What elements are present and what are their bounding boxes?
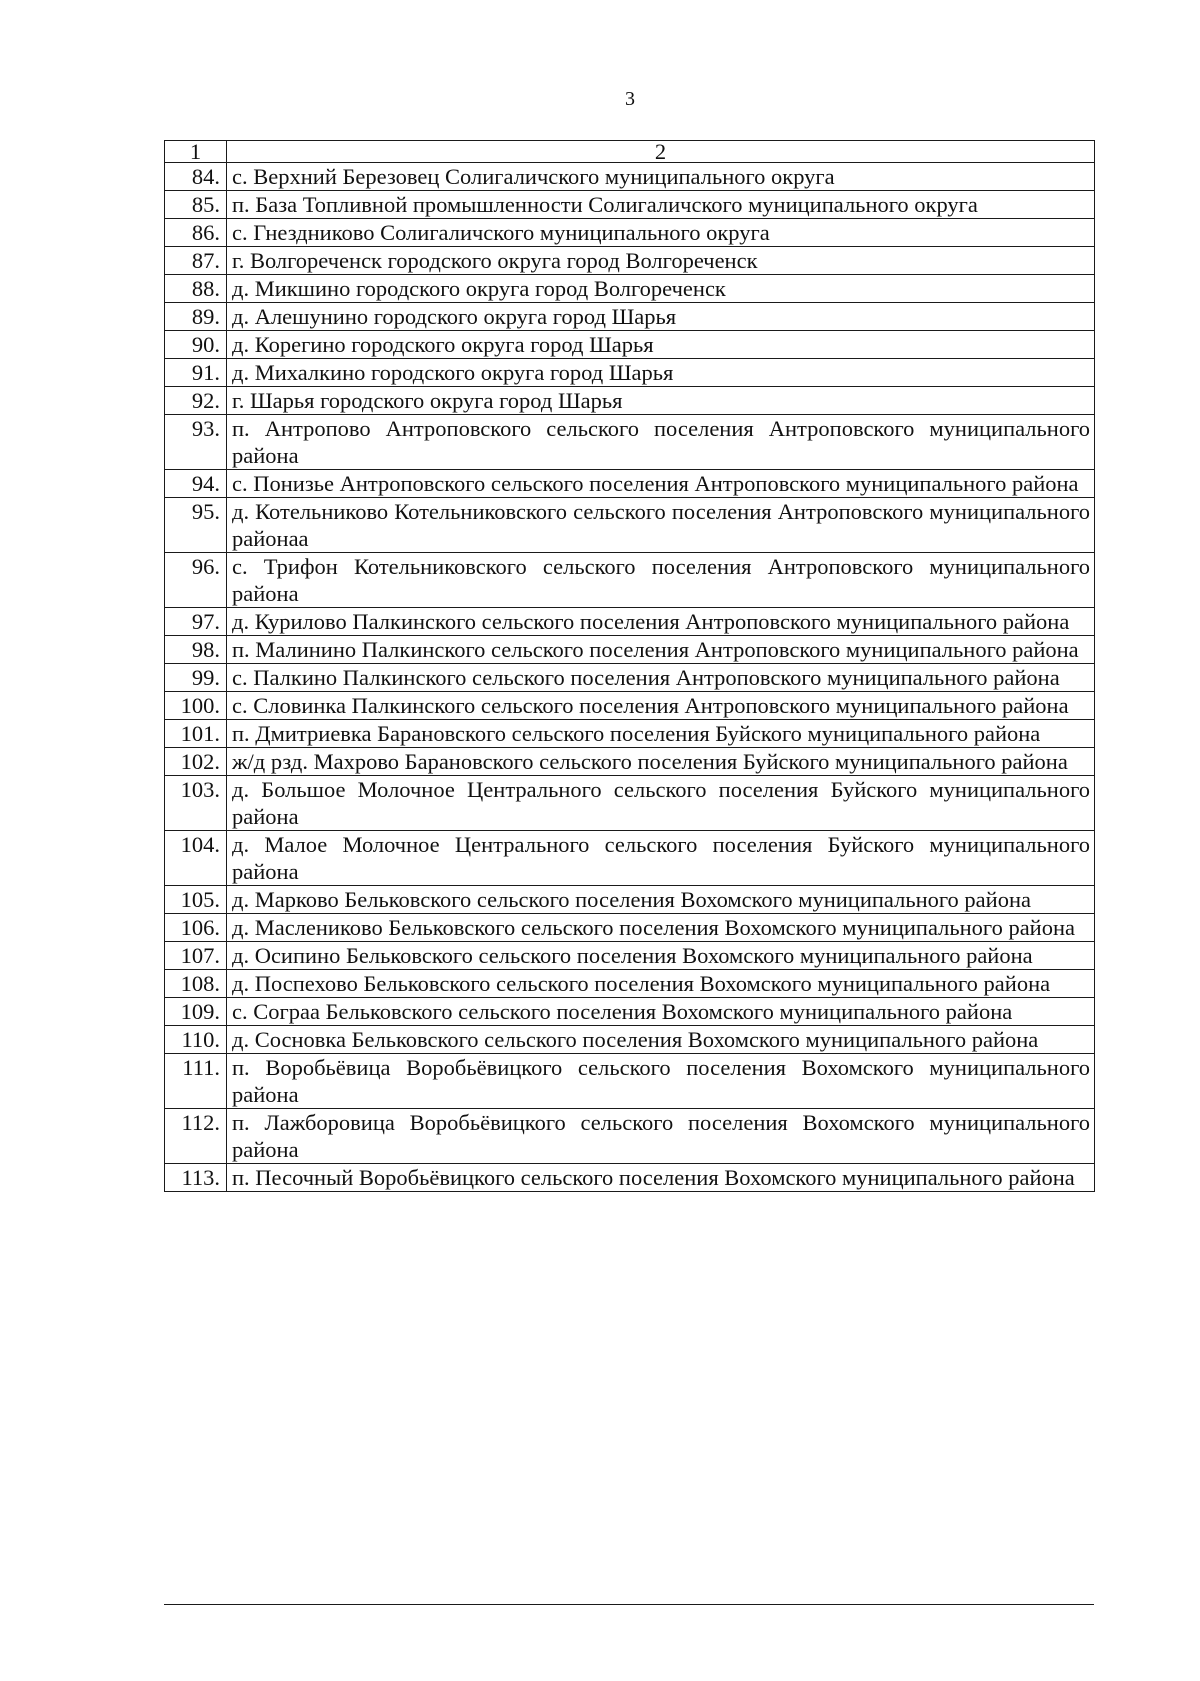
row-number: 88. xyxy=(165,275,227,303)
table-row xyxy=(165,776,1095,831)
settlement-name: с. Понизье Антроповского сельского поселения Антроповского муниципального района xyxy=(227,470,1095,498)
row-number: 112. xyxy=(165,1109,227,1164)
column-header-number: 1 xyxy=(165,141,227,163)
row-number: 86. xyxy=(165,219,227,247)
column-header-name: 2 xyxy=(227,141,1095,163)
row-number: 94. xyxy=(165,470,227,498)
row-number: 104. xyxy=(165,831,227,886)
settlement-name: п. Антропово Антроповского сельского поселения Антроповского муниципального района xyxy=(227,415,1095,470)
settlement-name: д. Большое Молочное Центрального сельского поселения Буйского муниципального района xyxy=(227,776,1095,831)
settlement-name: д. Осипино Бельковского сельского поселения Вохомского муниципального района xyxy=(227,942,1095,970)
row-number: 91. xyxy=(165,359,227,387)
table-bottom-rule xyxy=(164,1604,1094,1605)
settlement-name: п. Песочный Воробьёвицкого сельского поселения Вохомского муниципального района xyxy=(227,1164,1095,1192)
table-row xyxy=(165,914,1095,942)
page-number: 3 xyxy=(625,88,635,110)
table-row xyxy=(165,970,1095,998)
row-number: 105. xyxy=(165,886,227,914)
table-row xyxy=(165,942,1095,970)
table-row xyxy=(165,998,1095,1026)
row-number: 100. xyxy=(165,692,227,720)
row-number: 84. xyxy=(165,163,227,191)
row-number: 109. xyxy=(165,998,227,1026)
table-row xyxy=(165,886,1095,914)
settlement-name: с. Гнездниково Солигаличского муниципального округа xyxy=(227,219,1095,247)
table-row xyxy=(165,275,1095,303)
table-row xyxy=(165,219,1095,247)
settlement-name: п. Дмитриевка Барановского сельского поселения Буйского муниципального района xyxy=(227,720,1095,748)
table-row xyxy=(165,692,1095,720)
row-number: 97. xyxy=(165,608,227,636)
table-row xyxy=(165,720,1095,748)
table-row xyxy=(165,303,1095,331)
table-row xyxy=(165,163,1095,191)
table-row xyxy=(165,498,1095,553)
row-number: 99. xyxy=(165,664,227,692)
row-number: 113. xyxy=(165,1164,227,1192)
settlement-name: п. База Топливной промышленности Солигаличского муниципального округа xyxy=(227,191,1095,219)
settlement-name: п. Лажборовица Воробьёвицкого сельского поселения Вохомского муниципального района xyxy=(227,1109,1095,1164)
row-number: 110. xyxy=(165,1026,227,1054)
table-row xyxy=(165,331,1095,359)
table-row xyxy=(165,1054,1095,1109)
row-number: 85. xyxy=(165,191,227,219)
settlement-name: г. Волгореченск городского округа город Волгореченск xyxy=(227,247,1095,275)
row-number: 90. xyxy=(165,331,227,359)
table-row xyxy=(165,1109,1095,1164)
row-number: 102. xyxy=(165,748,227,776)
row-number: 96. xyxy=(165,553,227,608)
settlement-name: с. Верхний Березовец Солигаличского муниципального округа xyxy=(227,163,1095,191)
row-number: 107. xyxy=(165,942,227,970)
table-row xyxy=(165,553,1095,608)
settlement-name: д. Курилово Палкинского сельского поселения Антроповского муниципального района xyxy=(227,608,1095,636)
settlement-name: ж/д рзд. Махрово Барановского сельского поселения Буйского муниципального района xyxy=(227,748,1095,776)
table-row xyxy=(165,247,1095,275)
settlement-name: п. Малинино Палкинского сельского поселения Антроповского муниципального района xyxy=(227,636,1095,664)
settlement-name: д. Поспехово Бельковского сельского поселения Вохомского муниципального района xyxy=(227,970,1095,998)
table-row xyxy=(165,831,1095,886)
table-row xyxy=(165,387,1095,415)
settlement-name: с. Палкино Палкинского сельского поселения Антроповского муниципального района xyxy=(227,664,1095,692)
settlement-name: с. Трифон Котельниковского сельского поселения Антроповского муниципального района xyxy=(227,553,1095,608)
settlement-name: с. Сограа Бельковского сельского поселения Вохомского муниципального района xyxy=(227,998,1095,1026)
table-row xyxy=(165,415,1095,470)
table-header-row xyxy=(165,141,1095,163)
table-row xyxy=(165,1026,1095,1054)
row-number: 92. xyxy=(165,387,227,415)
row-number: 108. xyxy=(165,970,227,998)
table-row xyxy=(165,748,1095,776)
row-number: 101. xyxy=(165,720,227,748)
row-number: 98. xyxy=(165,636,227,664)
settlement-name: г. Шарья городского округа город Шарья xyxy=(227,387,1095,415)
settlement-name: д. Корегино городского округа город Шарья xyxy=(227,331,1095,359)
settlement-name: д. Котельниково Котельниковского сельского поселения Антроповского муниципального районаа xyxy=(227,498,1095,553)
settlement-name: д. Сосновка Бельковского сельского поселения Вохомского муниципального района xyxy=(227,1026,1095,1054)
settlement-name: д. Маслениково Бельковского сельского поселения Вохомского муниципального района xyxy=(227,914,1095,942)
table-row xyxy=(165,191,1095,219)
settlement-name: п. Воробьёвица Воробьёвицкого сельского поселения Вохомского муниципального района xyxy=(227,1054,1095,1109)
settlement-name: д. Алешунино городского округа город Шарья xyxy=(227,303,1095,331)
row-number: 93. xyxy=(165,415,227,470)
settlement-name: д. Марково Бельковского сельского поселения Вохомского муниципального района xyxy=(227,886,1095,914)
table-row xyxy=(165,1164,1095,1192)
table-row xyxy=(165,470,1095,498)
table-row xyxy=(165,664,1095,692)
row-number: 103. xyxy=(165,776,227,831)
settlements-table xyxy=(164,140,1095,1192)
row-number: 87. xyxy=(165,247,227,275)
table-row xyxy=(165,359,1095,387)
settlement-name: д. Михалкино городского округа город Шарья xyxy=(227,359,1095,387)
row-number: 111. xyxy=(165,1054,227,1109)
row-number: 106. xyxy=(165,914,227,942)
settlement-name: д. Малое Молочное Центрального сельского поселения Буйского муниципального района xyxy=(227,831,1095,886)
table-row xyxy=(165,636,1095,664)
row-number: 95. xyxy=(165,498,227,553)
settlement-name: с. Словинка Палкинского сельского поселения Антроповского муниципального района xyxy=(227,692,1095,720)
table-row xyxy=(165,608,1095,636)
settlement-name: д. Микшино городского округа город Волгореченск xyxy=(227,275,1095,303)
row-number: 89. xyxy=(165,303,227,331)
